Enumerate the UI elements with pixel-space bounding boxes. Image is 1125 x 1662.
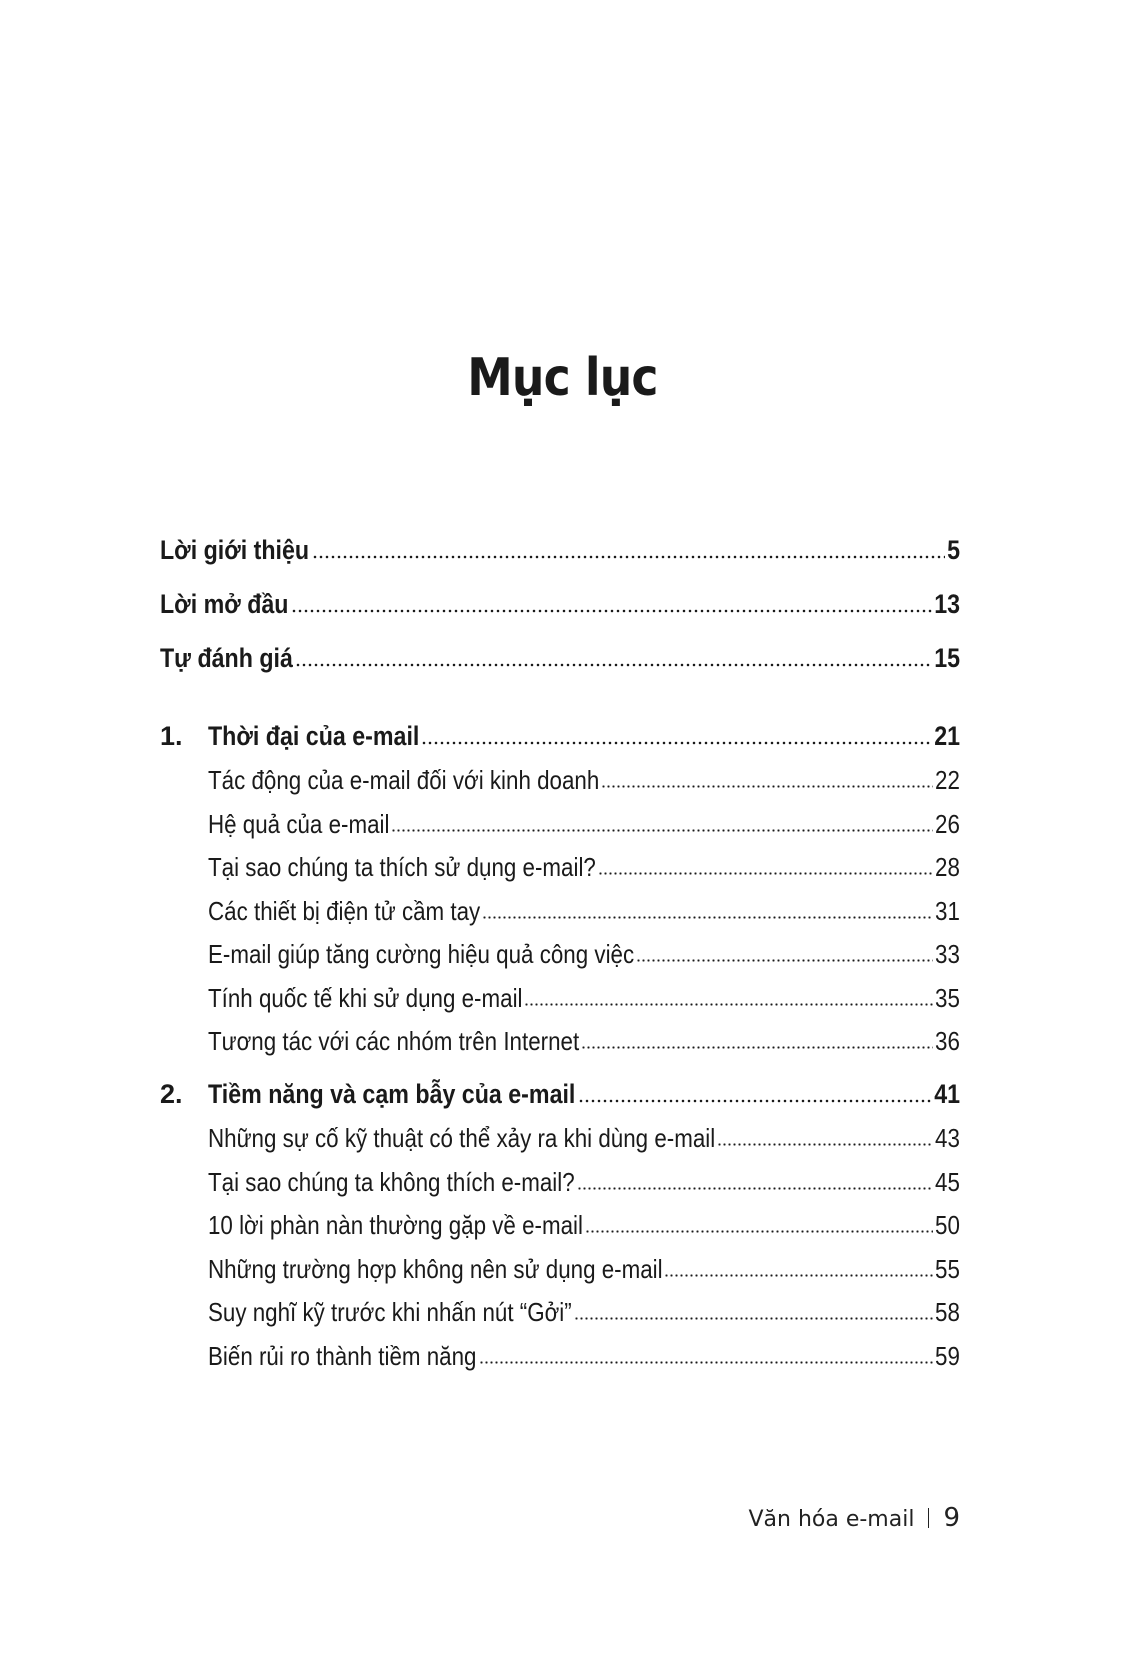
toc-entry-label: Tự đánh giá: [160, 643, 293, 673]
section-label: Suy nghĩ kỹ trước khi nhấn nút “Gởi”: [208, 1297, 572, 1327]
section-page: 45: [935, 1167, 960, 1197]
dot-leader: [524, 1002, 933, 1007]
dot-leader: [482, 915, 933, 920]
section-label: Tính quốc tế khi sử dụng e-mail: [208, 983, 523, 1013]
section-page: 36: [935, 1026, 960, 1056]
dot-leader: [581, 1045, 933, 1050]
section-page: 28: [935, 852, 960, 882]
toc-section[interactable]: [208, 1285, 960, 1325]
toc-entry-self-assessment[interactable]: [160, 632, 960, 672]
section-page: 55: [935, 1254, 960, 1284]
dot-leader: [574, 1316, 934, 1321]
section-label: Các thiết bị điện tử cầm tay: [208, 896, 481, 926]
chapter-label: Thời đại của e-mail: [208, 721, 420, 751]
toc-section[interactable]: [208, 753, 960, 793]
section-label: Tác động của e-mail đối với kinh doanh: [208, 765, 600, 795]
section-page: 31: [935, 896, 960, 926]
toc-chapter-1[interactable]: [160, 710, 960, 750]
toc-section[interactable]: [208, 971, 960, 1011]
dot-leader: [295, 662, 933, 668]
toc-section[interactable]: [208, 840, 960, 880]
section-page: 26: [935, 809, 960, 839]
toc-section[interactable]: [208, 1111, 960, 1151]
dot-leader: [578, 1098, 933, 1104]
section-page: 43: [935, 1123, 960, 1153]
section-label: Tại sao chúng ta không thích e-mail?: [208, 1167, 575, 1197]
chapter-number: 2.: [160, 1079, 183, 1109]
dot-leader: [601, 784, 933, 789]
toc-section[interactable]: [208, 884, 960, 924]
toc-section[interactable]: [208, 797, 960, 837]
page-number: 9: [943, 1503, 960, 1533]
section-page: 59: [935, 1341, 960, 1371]
toc-chapter-2[interactable]: [160, 1068, 960, 1108]
dot-leader: [479, 1360, 934, 1365]
section-page: 35: [935, 983, 960, 1013]
dot-leader: [585, 1229, 933, 1234]
toc-entry-page: 13: [934, 589, 960, 619]
dot-leader: [421, 740, 932, 746]
toc-section[interactable]: [208, 1242, 960, 1282]
toc-section[interactable]: [208, 1155, 960, 1195]
section-label: Hệ quả của e-mail: [208, 809, 390, 839]
section-label: Tại sao chúng ta thích sử dụng e-mail?: [208, 852, 596, 882]
chapter-label: Tiềm năng và cạm bẫy của e-mail: [208, 1079, 576, 1109]
toc-section[interactable]: [208, 927, 960, 967]
toc-entry-intro[interactable]: [160, 524, 960, 564]
toc-section[interactable]: [208, 1014, 960, 1054]
footer-divider: [928, 1508, 929, 1528]
section-label: Biến rủi ro thành tiềm năng: [208, 1341, 477, 1371]
section-page: 22: [935, 765, 960, 795]
section-label: Những sự cố kỹ thuật có thể xảy ra khi dùng e-mail: [208, 1123, 716, 1153]
section-page: 58: [935, 1297, 960, 1327]
section-label: E-mail giúp tăng cường hiệu quả công việc: [208, 939, 635, 969]
toc-entry-page: 15: [934, 643, 960, 673]
chapter-page: 41: [934, 1079, 960, 1109]
dot-leader: [577, 1186, 933, 1191]
toc-entry-label: Lời giới thiệu: [160, 535, 310, 565]
section-label: Tương tác với các nhóm trên Internet: [208, 1026, 580, 1056]
dot-leader: [312, 554, 946, 560]
toc-entry-preface[interactable]: [160, 578, 960, 618]
chapter-number: 1.: [160, 721, 183, 751]
toc-section[interactable]: [208, 1329, 960, 1369]
toc-entry-page: 5: [947, 535, 960, 565]
dot-leader: [598, 871, 933, 876]
dot-leader: [717, 1142, 933, 1147]
page-footer: [748, 1503, 960, 1533]
toc-section[interactable]: [208, 1198, 960, 1238]
section-label: 10 lời phàn nàn thường gặp về e-mail: [208, 1210, 583, 1240]
section-page: 50: [935, 1210, 960, 1240]
running-title: Văn hóa e-mail: [748, 1507, 915, 1532]
page-title: Mục lục: [467, 348, 658, 408]
toc-entry-label: Lời mở đầu: [160, 589, 289, 619]
dot-leader: [664, 1273, 933, 1278]
chapter-page: 21: [934, 721, 960, 751]
section-label: Những trường hợp không nên sử dụng e-mail: [208, 1254, 663, 1284]
dot-leader: [291, 608, 932, 614]
section-page: 33: [935, 939, 960, 969]
dot-leader: [636, 958, 934, 963]
dot-leader: [391, 828, 933, 833]
